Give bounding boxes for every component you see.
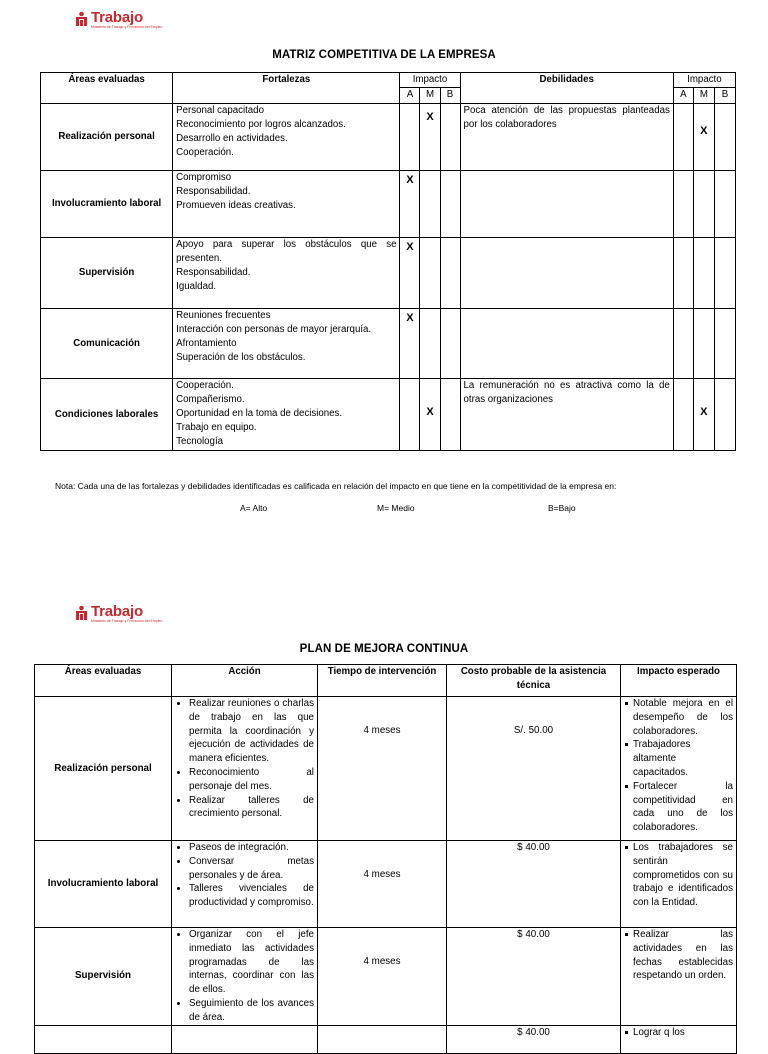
plan-table bbox=[34, 664, 737, 1054]
col-fortalezas: Fortalezas bbox=[173, 73, 400, 104]
legend-bajo: B=Bajo bbox=[548, 503, 576, 513]
area-name: Realización personal bbox=[41, 104, 173, 171]
impact-mark bbox=[673, 309, 693, 379]
impact-mark bbox=[420, 238, 440, 309]
matriz-row bbox=[41, 309, 736, 379]
impact-mark: X bbox=[400, 171, 420, 238]
area-name: Condiciones laborales bbox=[41, 379, 173, 451]
col-tiempo: Tiempo de intervención bbox=[318, 665, 447, 697]
impact-mark bbox=[714, 379, 735, 451]
col-b: B bbox=[440, 88, 460, 104]
accion-cell bbox=[172, 1025, 318, 1053]
area-name: Involucramiento laboral bbox=[41, 171, 173, 238]
accion-cell bbox=[172, 697, 318, 841]
logo-trabajo bbox=[74, 604, 162, 623]
impact-mark bbox=[420, 309, 440, 379]
impact-mark: X bbox=[400, 238, 420, 309]
impacto-item: Lograr q los bbox=[624, 1026, 733, 1040]
plan-row bbox=[35, 841, 737, 928]
col-debilidades: Debilidades bbox=[460, 73, 673, 104]
col-impacto: Impacto esperado bbox=[621, 665, 737, 697]
fortaleza-item: Apoyo para superar los obstáculos que se presenten. bbox=[176, 239, 397, 264]
costo-cell: S/. 50.00 bbox=[447, 697, 621, 841]
fortalezas-cell bbox=[173, 379, 400, 451]
impact-mark bbox=[714, 309, 735, 379]
fortaleza-item: Interacción con personas de mayor jerarquía. bbox=[176, 324, 372, 335]
accion-cell bbox=[172, 841, 318, 928]
col-impacto-d: Impacto bbox=[673, 73, 735, 88]
accion-cell bbox=[172, 928, 318, 1026]
col-areas: Áreas evaluadas bbox=[35, 665, 172, 697]
costo-cell: $ 40.00 bbox=[447, 1025, 621, 1053]
impact-mark bbox=[440, 104, 460, 171]
impact-mark bbox=[440, 238, 460, 309]
fortaleza-item: Igualdad. bbox=[176, 281, 217, 292]
debilidad-cell: La remuneración no es atractiva como la de otras organizaciones bbox=[460, 379, 673, 451]
fortaleza-item: Reconocimiento por logros alcanzados. bbox=[176, 119, 346, 130]
costo-cell: $ 40.00 bbox=[447, 841, 621, 928]
tiempo-cell: 4 meses bbox=[318, 697, 447, 841]
impact-mark bbox=[714, 171, 735, 238]
fortaleza-item: Tecnología bbox=[176, 436, 224, 447]
fortalezas-cell bbox=[173, 309, 400, 379]
tiempo-cell: 4 meses bbox=[318, 928, 447, 1026]
plan-row bbox=[35, 1025, 737, 1053]
fortaleza-item: Compañerismo. bbox=[176, 394, 245, 405]
impact-mark: X bbox=[420, 379, 440, 451]
debilidad-cell bbox=[460, 238, 673, 309]
impact-mark bbox=[440, 309, 460, 379]
accion-item: • Seguimiento de los avances de área. bbox=[189, 997, 314, 1025]
legend-medio: M= Medio bbox=[377, 503, 415, 513]
matriz-row bbox=[41, 379, 736, 451]
accion-item: • Reconocimiento al personaje del mes. bbox=[189, 766, 314, 794]
impact-mark bbox=[420, 171, 440, 238]
logo-trabajo bbox=[74, 10, 162, 29]
impact-mark bbox=[693, 309, 714, 379]
debilidad-cell bbox=[460, 309, 673, 379]
impact-mark bbox=[400, 379, 420, 451]
area-name: Involucramiento laboral bbox=[35, 841, 172, 928]
matriz-row bbox=[41, 171, 736, 238]
matriz-title: MATRIZ COMPETITIVA DE LA EMPRESA bbox=[272, 49, 496, 61]
fortaleza-item: Desarrollo en actividades. bbox=[176, 133, 288, 144]
fortaleza-item: Trabajo en equipo. bbox=[176, 422, 257, 433]
area-name: Supervisión bbox=[35, 928, 172, 1026]
area-name: Realización personal bbox=[35, 697, 172, 841]
logo-word: Trabajo bbox=[91, 9, 143, 26]
plan-row bbox=[35, 928, 737, 1026]
fortaleza-item: Cooperación. bbox=[176, 380, 234, 391]
impacto-item: Realizar las actividades en las fechas establecidas respetando un orden. bbox=[624, 928, 733, 983]
logo-icon bbox=[74, 11, 89, 27]
col-impacto-f: Impacto bbox=[400, 73, 460, 88]
matriz-table bbox=[40, 72, 736, 451]
fortalezas-cell bbox=[173, 104, 400, 171]
plan-title: PLAN DE MEJORA CONTINUA bbox=[299, 643, 469, 655]
tiempo-cell bbox=[318, 1025, 447, 1053]
col-costo: Costo probable de la asistencia técnica bbox=[447, 665, 621, 697]
col-accion: Acción bbox=[172, 665, 318, 697]
impacto-item: Los trabajadores se sentirán comprometidos con su trabajo e identificados con la Entidad. bbox=[624, 841, 733, 910]
logo-word: Trabajo bbox=[91, 603, 143, 620]
logo-icon bbox=[74, 605, 89, 621]
impact-mark bbox=[673, 379, 693, 451]
impact-mark bbox=[400, 104, 420, 171]
impacto-cell bbox=[621, 697, 737, 841]
debilidad-cell bbox=[460, 171, 673, 238]
legend-alto: A= Alto bbox=[240, 503, 268, 513]
fortalezas-cell bbox=[173, 238, 400, 309]
impacto-item: Trabajadores altamente capacitados. bbox=[624, 738, 733, 779]
impact-mark bbox=[673, 104, 693, 171]
impacto-item: Fortalecer la competitividad en cada uno de los colaboradores. bbox=[624, 780, 733, 835]
impact-mark bbox=[714, 104, 735, 171]
fortaleza-item: Superación de los obstáculos. bbox=[176, 352, 306, 363]
fortalezas-cell bbox=[173, 171, 400, 238]
impact-mark: X bbox=[400, 309, 420, 379]
accion-item: • Conversar metas personales y de área. bbox=[189, 855, 314, 883]
impacto-cell bbox=[621, 928, 737, 1026]
accion-item: • Realizar reuniones o charlas de trabajo en las que permita la coordinación y ejecución de actividades de manera eficientes. bbox=[189, 697, 314, 766]
area-name bbox=[35, 1025, 172, 1053]
fortaleza-item: Compromiso bbox=[176, 172, 232, 183]
matriz-row bbox=[41, 104, 736, 171]
impacto-item: Notable mejora en el desempeño de los colaboradores. bbox=[624, 697, 733, 738]
fortaleza-item: Oportunidad en la toma de decisiones. bbox=[176, 408, 343, 419]
impact-mark bbox=[440, 379, 460, 451]
col-areas: Áreas evaluadas bbox=[41, 73, 173, 104]
col-m: M bbox=[693, 88, 714, 104]
fortaleza-item: Responsabilidad. bbox=[176, 267, 251, 278]
plan-row bbox=[35, 697, 737, 841]
impact-mark bbox=[440, 171, 460, 238]
impact-mark bbox=[673, 238, 693, 309]
fortaleza-item: Cooperación. bbox=[176, 147, 234, 158]
impact-mark: X bbox=[693, 379, 714, 451]
logo-subtitle: Ministerio de Trabajo y Promoción del Empleo bbox=[91, 25, 163, 29]
impact-mark: X bbox=[420, 104, 440, 171]
fortaleza-item: Responsabilidad. bbox=[176, 186, 251, 197]
debilidad-cell: Poca atención de las propuestas planteadas por los colaboradores bbox=[460, 104, 673, 171]
fortaleza-item: Reuniones frecuentes bbox=[176, 310, 271, 321]
impacto-cell bbox=[621, 1025, 737, 1053]
fortaleza-item: Promueven ideas creativas. bbox=[176, 200, 296, 211]
area-name: Supervisión bbox=[41, 238, 173, 309]
impact-mark: X bbox=[693, 104, 714, 171]
col-a: A bbox=[400, 88, 420, 104]
col-a: A bbox=[673, 88, 693, 104]
logo-subtitle: Ministerio de Trabajo y Promoción del Empleo bbox=[91, 619, 163, 623]
impact-mark bbox=[693, 238, 714, 309]
accion-item: • Paseos de integración. bbox=[189, 841, 314, 855]
impact-mark bbox=[673, 171, 693, 238]
accion-item: • Realizar talleres de crecimiento personal. bbox=[189, 794, 314, 822]
col-b: B bbox=[714, 88, 735, 104]
matriz-row bbox=[41, 238, 736, 309]
impact-mark bbox=[714, 238, 735, 309]
accion-item: • Talleres vivenciales de productividad y compromiso. bbox=[189, 882, 314, 910]
fortaleza-item: Personal capacitado bbox=[176, 105, 264, 116]
impacto-cell bbox=[621, 841, 737, 928]
col-m: M bbox=[420, 88, 440, 104]
fortaleza-item: Afrontamiento bbox=[176, 338, 237, 349]
area-name: Comunicación bbox=[41, 309, 173, 379]
accion-item: • Organizar con el jefe inmediato las actividades programadas de las internas, coordinar con las de ellos. bbox=[189, 928, 314, 997]
costo-cell: $ 40.00 bbox=[447, 928, 621, 1026]
nota: Nota: Cada una de las fortalezas y debilidades identificadas es calificada en relación del impacto en que tiene en la competitividad de la empresa en: bbox=[55, 481, 617, 491]
tiempo-cell: 4 meses bbox=[318, 841, 447, 928]
impact-mark bbox=[693, 171, 714, 238]
